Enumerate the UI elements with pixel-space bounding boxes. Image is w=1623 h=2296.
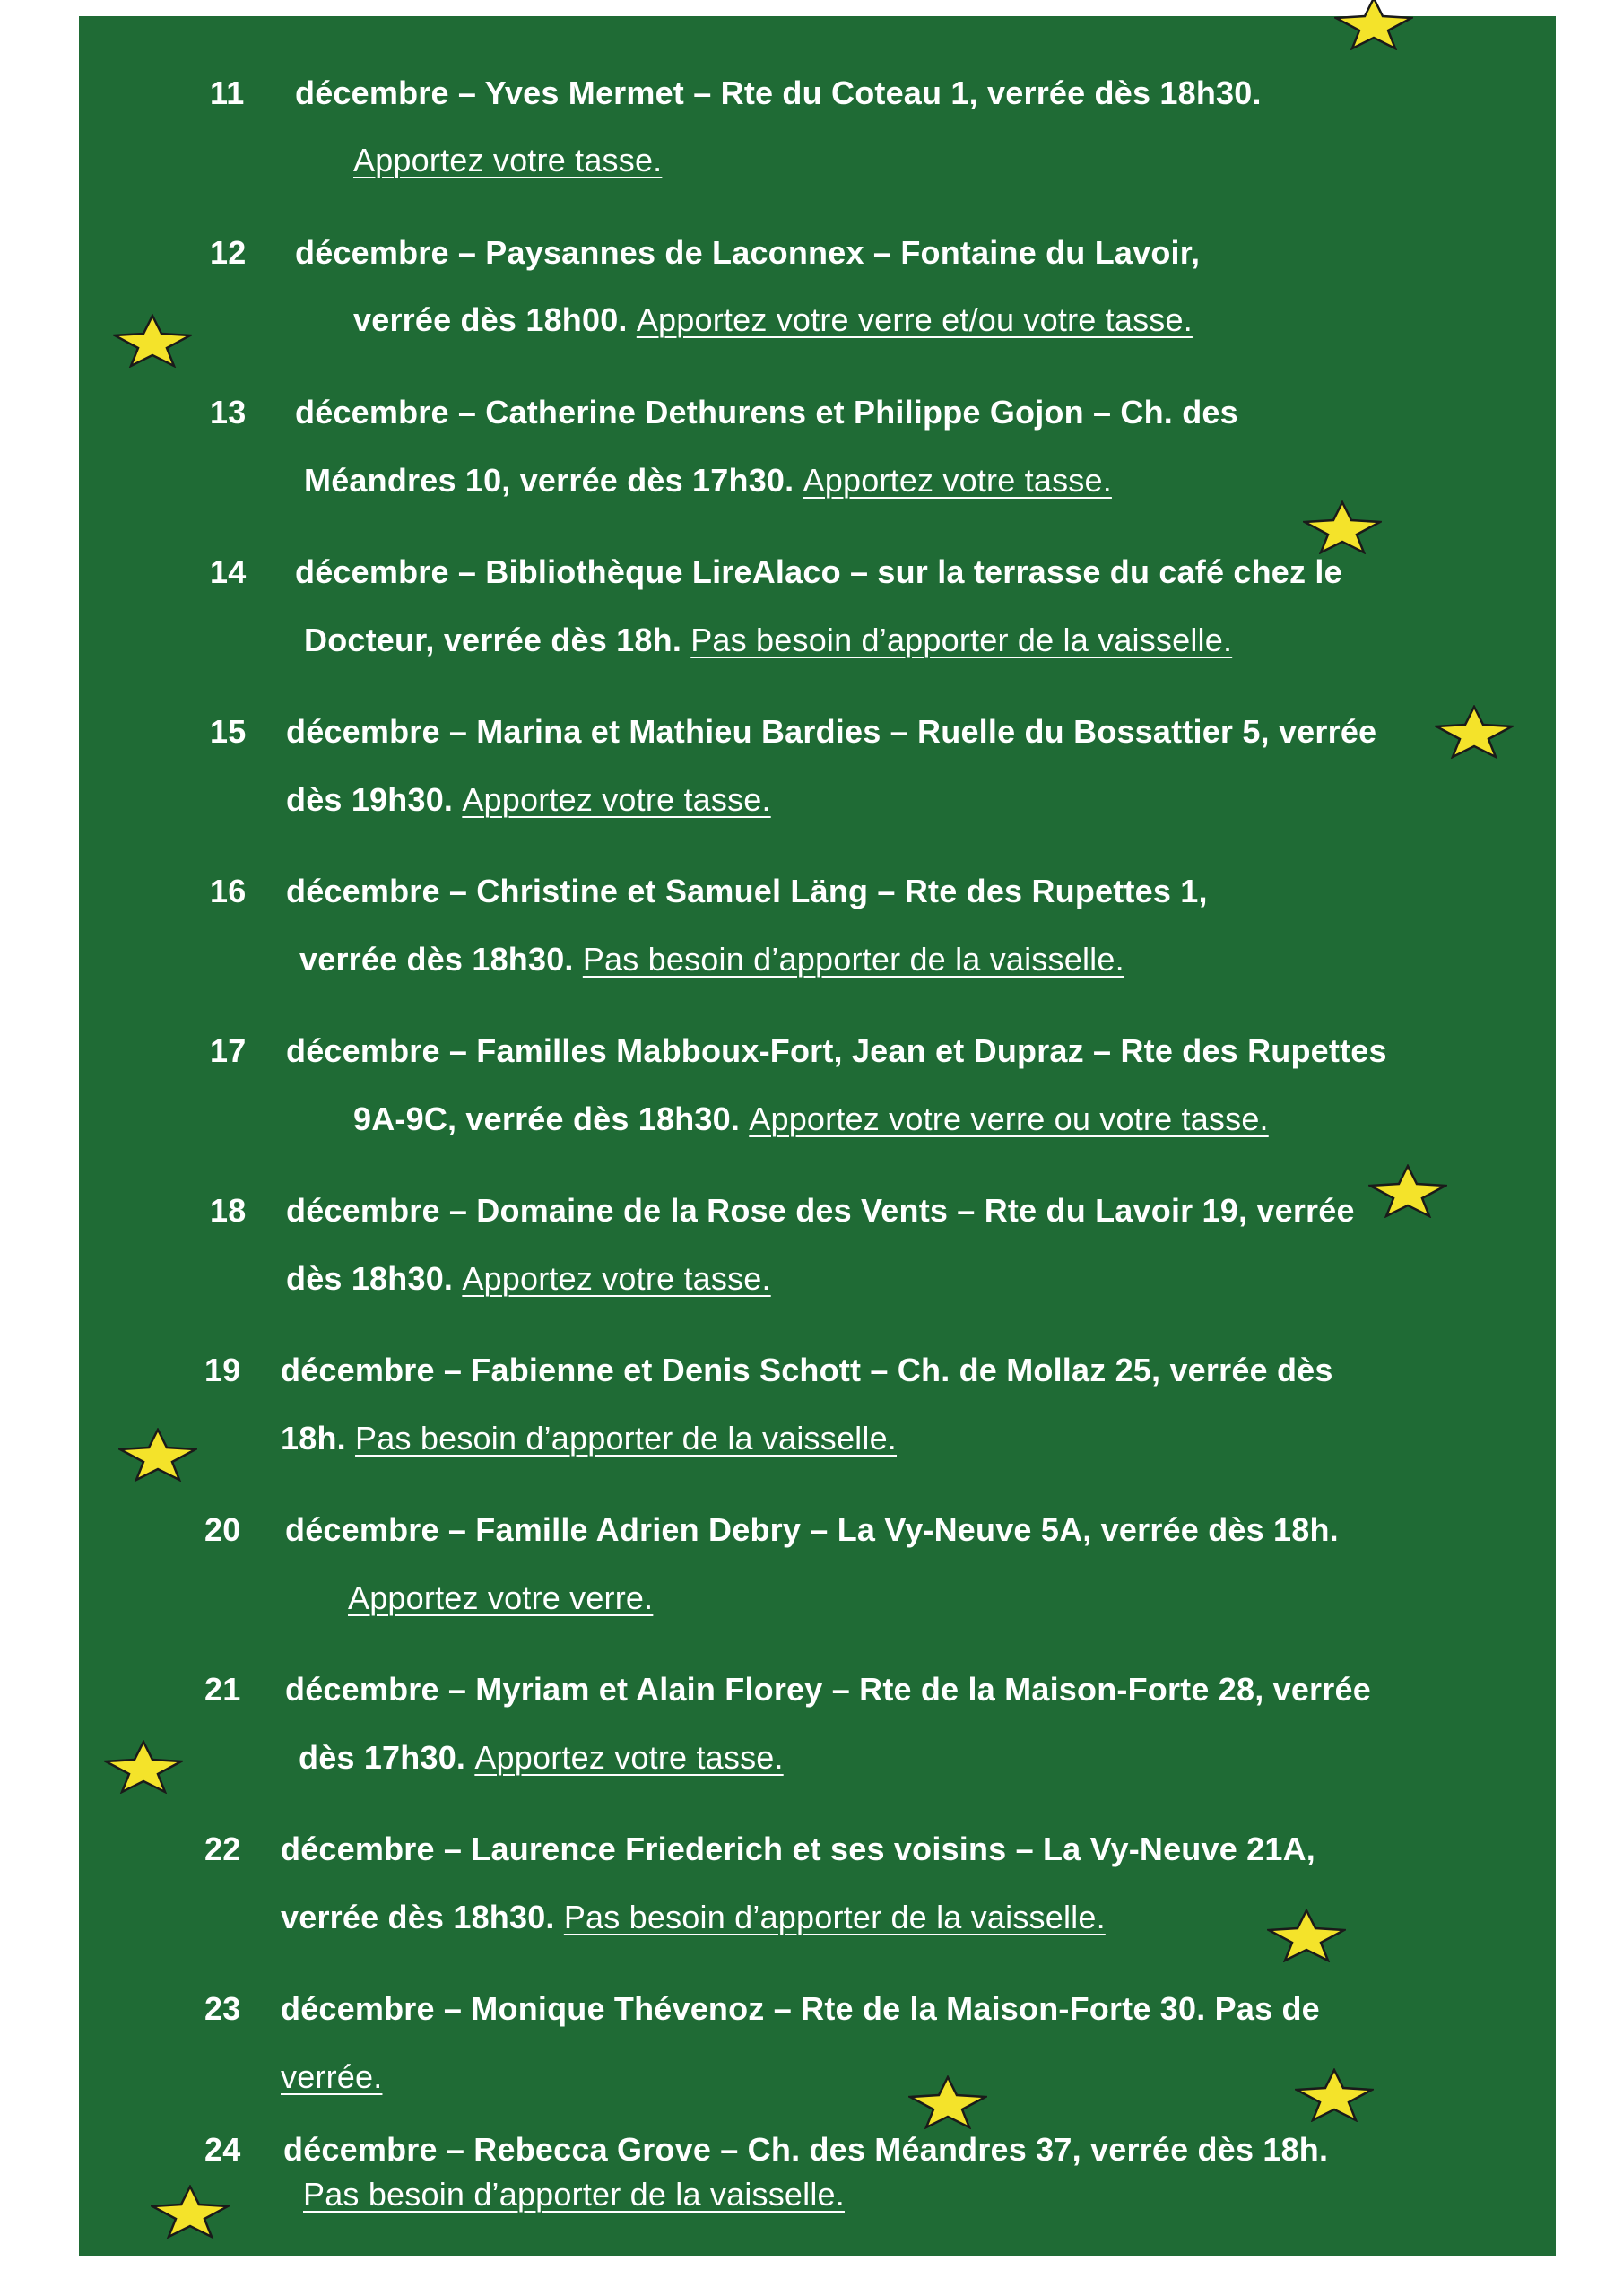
entry-details: décembre – Yves Mermet – Rte du Coteau 1, verrée dès 18h30. (295, 74, 1262, 111)
star-icon (1295, 2068, 1374, 2122)
entry-details: décembre – Laurence Friederich et ses voisins – La Vy-Neuve 21A, (281, 1831, 1315, 1867)
entry-note-link: Apportez votre tasse. (353, 142, 663, 178)
entry-day: 13 (210, 394, 247, 430)
entry-day: 14 (210, 553, 247, 590)
entry-note-link: Apportez votre tasse. (803, 462, 1112, 499)
entry-note-link: Apportez votre tasse. (474, 1739, 784, 1776)
entry-day: 23 (204, 1990, 241, 2027)
entry-day: 24 (204, 2131, 241, 2168)
entry-note (281, 1420, 897, 1457)
entry-note (299, 941, 1124, 978)
entry-details: décembre – Christine et Samuel Läng – Rte des Rupettes 1, (286, 873, 1208, 909)
entry-day: 21 (204, 1671, 241, 1708)
entry-note (348, 1579, 653, 1617)
star-icon (118, 1428, 197, 1482)
entry-note (304, 462, 1112, 500)
entry-note (286, 1260, 771, 1298)
entry-day: 11 (210, 74, 245, 111)
entry-note (281, 1899, 1106, 1936)
entry-details: décembre – Fabienne et Denis Schott – Ch. de Mollaz 25, verrée dès (281, 1352, 1333, 1388)
entry-note (353, 301, 1193, 339)
entry-day: 19 (204, 1352, 241, 1388)
star-icon (1303, 500, 1382, 554)
entry-note-link: Pas besoin d’apporter de la vaisselle. (690, 622, 1233, 658)
entry-note-plain: 18h. (281, 1420, 356, 1457)
entry-details: décembre – Familles Mabboux-Fort, Jean et Dupraz – Rte des Rupettes (286, 1032, 1387, 1069)
entry-note-plain: dès 17h30. (299, 1739, 475, 1776)
star-icon (113, 314, 192, 368)
entry-note (299, 1739, 784, 1777)
entry-note-link: Apportez votre verre. (348, 1579, 654, 1616)
entry-note-link: Pas besoin d’apporter de la vaisselle. (355, 1420, 898, 1457)
entry-note (303, 2176, 845, 2213)
entry-note-link: Pas besoin d’apporter de la vaisselle. (303, 2176, 845, 2213)
entry-day: 18 (210, 1192, 247, 1229)
entry-details: décembre – Monique Thévenoz – Rte de la Maison-Forte 30. Pas de (281, 1990, 1320, 2027)
entry-day: 20 (204, 1511, 241, 1548)
entry-day: 15 (210, 713, 247, 750)
entry-note-plain: Méandres 10, verrée dès 17h30. (304, 462, 803, 499)
entry-note-plain: dès 19h30. (286, 781, 463, 818)
entry-note-link: Apportez votre verre ou votre tasse. (749, 1100, 1269, 1137)
star-icon (1267, 1909, 1346, 1962)
entry-details: décembre – Rebecca Grove – Ch. des Méandres 37, verrée dès 18h. (283, 2131, 1329, 2168)
entry-day: 22 (204, 1831, 241, 1867)
entry-note-plain: Docteur, verrée dès 18h. (304, 622, 691, 658)
entry-note-plain: 9A-9C, verrée dès 18h30. (353, 1100, 750, 1137)
entry-day: 16 (210, 873, 247, 909)
entry-note (286, 781, 771, 819)
entry-note-link: Pas besoin d’apporter de la vaisselle. (563, 1899, 1106, 1935)
entry-details: décembre – Bibliothèque LireAlaco – sur la terrasse du café chez le (295, 553, 1342, 590)
star-icon (1334, 0, 1413, 50)
entry-note-plain: verrée dès 18h30. (281, 1899, 564, 1935)
entry-note-link: Apportez votre verre et/ou votre tasse. (636, 301, 1193, 338)
entry-note (304, 622, 1232, 659)
entry-day: 12 (210, 234, 247, 271)
entry-day: 17 (210, 1032, 247, 1069)
entry-note-plain: verrée dès 18h30. (299, 941, 583, 978)
entry-note (353, 1100, 1269, 1138)
entry-note-link: Apportez votre tasse. (462, 1260, 771, 1297)
poster-background (79, 16, 1556, 2256)
star-icon (908, 2075, 987, 2129)
entry-note-plain: dès 18h30. (286, 1260, 463, 1297)
entry-note (281, 2058, 382, 2096)
entry-details: décembre – Domaine de la Rose des Vents – Rte du Lavoir 19, verrée (286, 1192, 1355, 1229)
entry-details: décembre – Myriam et Alain Florey – Rte de la Maison-Forte 28, verrée (285, 1671, 1371, 1708)
star-icon (1368, 1164, 1447, 1218)
star-icon (1435, 705, 1514, 759)
entry-details: décembre – Marina et Mathieu Bardies – Ruelle du Bossattier 5, verrée (286, 713, 1377, 750)
entry-note-link: Pas besoin d’apporter de la vaisselle. (582, 941, 1124, 978)
star-icon (104, 1740, 183, 1794)
star-icon (151, 2185, 230, 2239)
entry-note (353, 142, 662, 179)
entry-details: décembre – Famille Adrien Debry – La Vy-Neuve 5A, verrée dès 18h. (285, 1511, 1339, 1548)
entry-note-link: verrée. (281, 2058, 383, 2095)
entry-details: décembre – Paysannes de Laconnex – Fontaine du Lavoir, (295, 234, 1201, 271)
entry-note-plain: verrée dès 18h00. (353, 301, 637, 338)
entry-note-link: Apportez votre tasse. (462, 781, 771, 818)
entry-details: décembre – Catherine Dethurens et Philippe Gojon – Ch. des (295, 394, 1238, 430)
